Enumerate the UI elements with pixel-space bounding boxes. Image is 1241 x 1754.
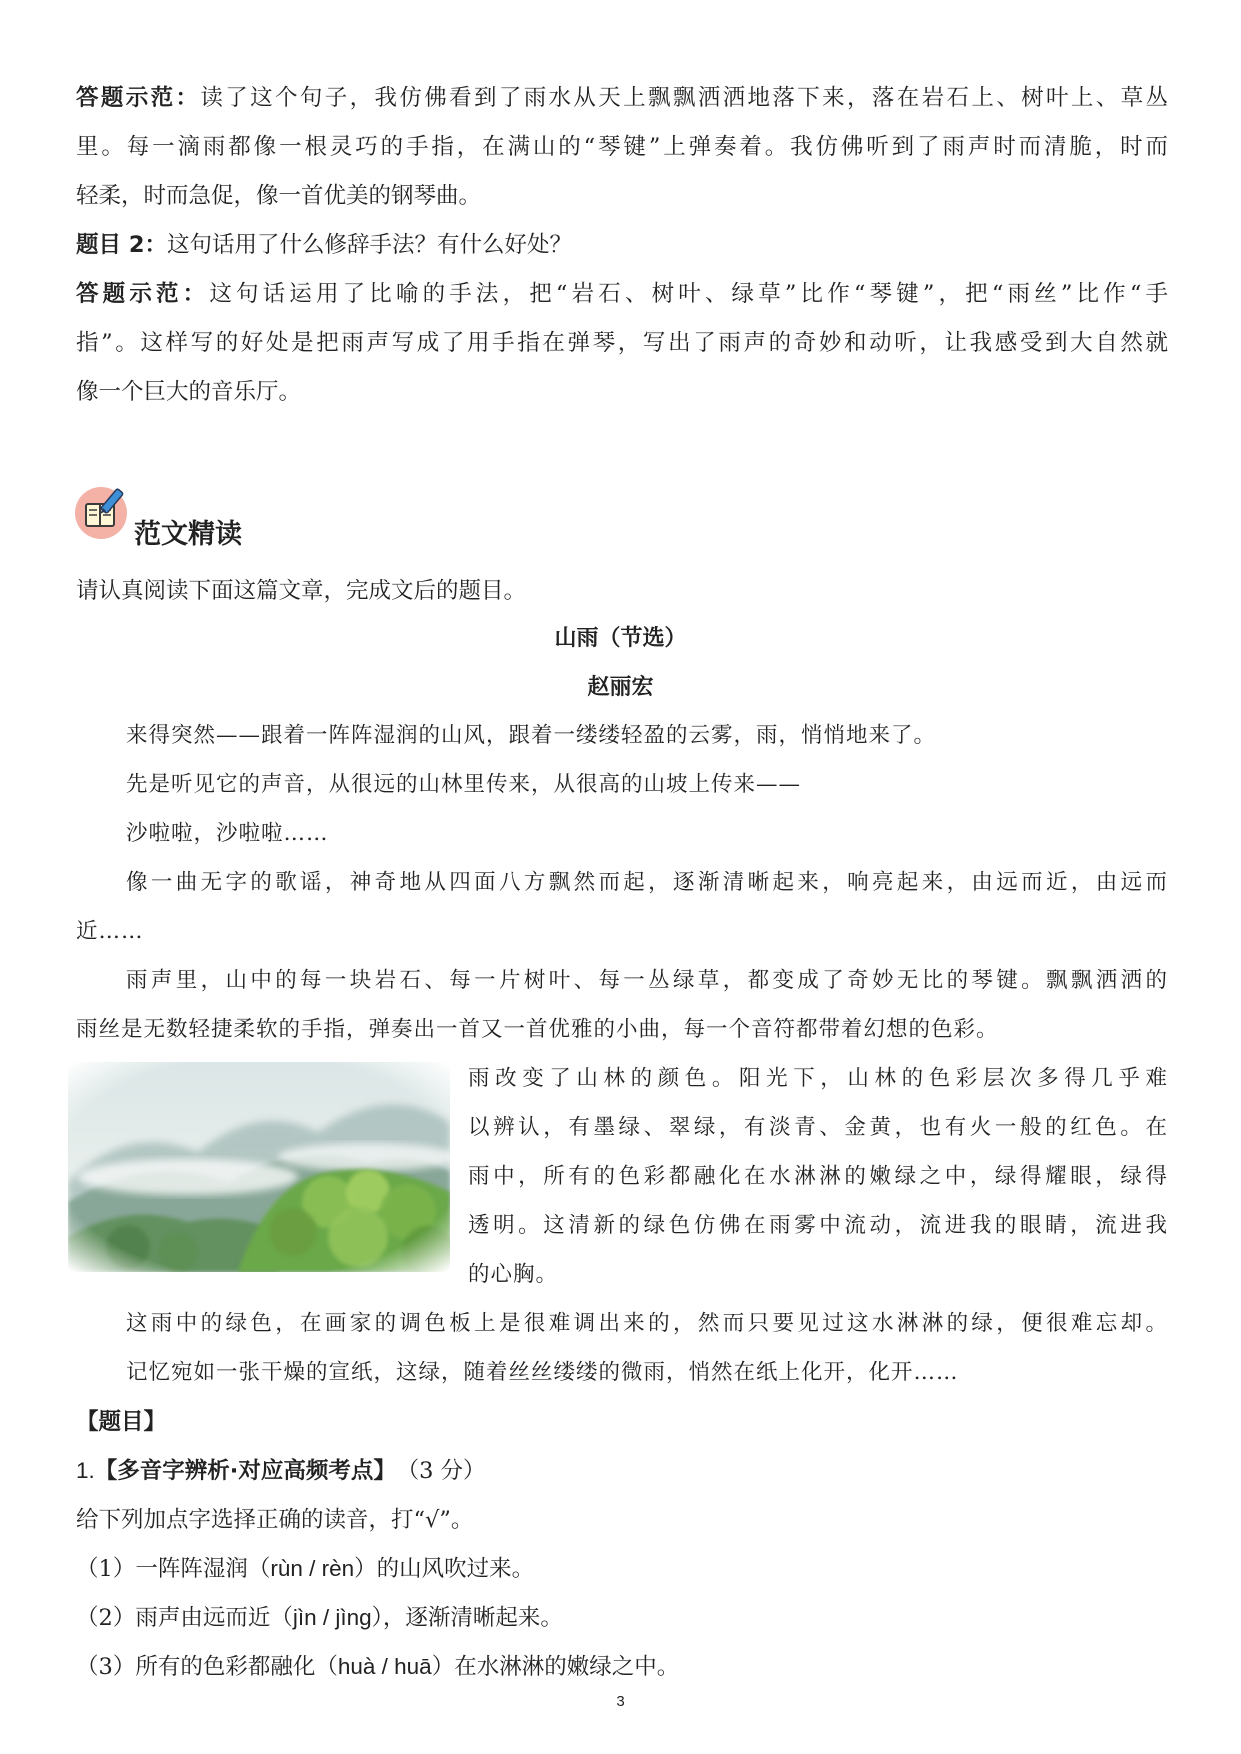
article-paragraph-4-line2: 近…… xyxy=(76,919,144,944)
question2: 题目 2：这句话用了什么修辞手法？有什么好处？ xyxy=(76,232,573,258)
article-author: 赵丽宏 xyxy=(587,674,654,700)
article-paragraph-7: 这雨中的绿色，在画家的调色板上是很难调出来的，然而只要见过这水淋淋的绿，便很难忘却。 xyxy=(126,1311,1168,1336)
answer2-label: 答题示范： xyxy=(76,281,210,307)
section-heading: 范文精读 xyxy=(134,519,242,550)
article-paragraph-3: 沙啦啦，沙啦啦…… xyxy=(126,821,329,846)
article-paragraph-5-line2: 雨丝是无数轻捷柔软的手指，弹奏出一首又一首优雅的小曲，每一个音符都带着幻想的色彩。 xyxy=(76,1017,999,1042)
question-1-item-2: （2）雨声由远而近（jìn / jìng），逐渐清晰起来。 xyxy=(76,1605,563,1631)
question2-label: 题目 2： xyxy=(76,232,167,258)
book-pen-icon xyxy=(74,482,132,540)
page-number: 3 xyxy=(616,1693,625,1710)
article-paragraph-5-line1: 雨声里，山中的每一块岩石、每一片树叶、每一丛绿草，都变成了奇妙无比的琴键。飘飘洒洒的 xyxy=(126,968,1168,993)
question-1-item-3: （3）所有的色彩都融化（huà / huā）在水淋淋的嫩绿之中。 xyxy=(76,1654,680,1680)
answer1-line2: 里。每一滴雨都像一根灵巧的手指，在满山的“琴键”上弹奏着。我仿佛听到了雨声时而清脆，时而 xyxy=(76,134,1168,160)
answer1-line1: 答题示范：读了这个句子，我仿佛看到了雨水从天上飘飘洒洒地落下来，落在岩石上、树叶上、草丛 xyxy=(76,85,1168,111)
answer2-line1: 答题示范：这句话运用了比喻的手法，把“岩石、树叶、绿草”比作“琴键”，把“雨丝”比作“手 xyxy=(76,281,1168,307)
answer1-line3: 轻柔，时而急促，像一首优美的钢琴曲。 xyxy=(76,183,482,209)
answer2-line3: 像一个巨大的音乐厅。 xyxy=(76,379,302,405)
pinyin-options[interactable]: huà / huā xyxy=(337,1654,432,1679)
article-paragraph-6-line3: 雨中，所有的色彩都融化在水淋淋的嫩绿之中，绿得耀眼，绿得 xyxy=(468,1164,1168,1189)
article-paragraph-4-line1: 像一曲无字的歌谣，神奇地从四面八方飘然而起，逐渐清晰起来，响亮起来，由远而近，由远而 xyxy=(126,870,1168,895)
question-1-instruction: 给下列加点字选择正确的读音，打“√”。 xyxy=(76,1507,474,1533)
question-1-title: 【多音字辨析·对应高频考点】 xyxy=(94,1458,396,1484)
article-paragraph-6-line4: 透明。这清新的绿色仿佛在雨雾中流动，流进我的眼睛，流进我 xyxy=(468,1213,1168,1238)
article-paragraph-8: 记忆宛如一张干燥的宣纸，这绿，随着丝丝缕缕的微雨，悄然在纸上化开，化开…… xyxy=(126,1360,959,1385)
question-1-item-1: （1）一阵阵湿润（rùn / rèn）的山风吹过来。 xyxy=(76,1556,535,1582)
article-paragraph-6-line2: 以辨认，有墨绿、翠绿，有淡青、金黄，也有火一般的红色。在 xyxy=(468,1115,1168,1140)
question-1-score: （3 分） xyxy=(407,1458,486,1484)
mountain-landscape-illustration xyxy=(68,1062,450,1272)
article-paragraph-6-line1: 雨改变了山林的颜色。阳光下，山林的色彩层次多得几乎难 xyxy=(468,1066,1168,1091)
article-title: 山雨（节选） xyxy=(554,625,687,651)
pinyin-options[interactable]: rùn / rèn xyxy=(270,1556,355,1581)
pinyin-options[interactable]: jìn / jìng xyxy=(292,1605,372,1630)
questions-header: 【题目】 xyxy=(76,1409,167,1435)
article-paragraph-2: 先是听见它的声音，从很远的山林里传来，从很高的山坡上传来—— xyxy=(126,772,802,797)
article-paragraph-1: 来得突然——跟着一阵阵湿润的山风，跟着一缕缕轻盈的云雾，雨，悄悄地来了。 xyxy=(126,723,937,748)
question-1-heading: 1.【多音字辨析·对应高频考点】 （3 分） xyxy=(76,1458,486,1484)
reading-instruction: 请认真阅读下面这篇文章，完成文后的题目。 xyxy=(76,578,527,604)
article-paragraph-6-line5: 的心胸。 xyxy=(468,1262,559,1287)
answer2-line2: 指”。这样写的好处是把雨声写成了用手指在弹琴，写出了雨声的奇妙和动听，让我感受到大自然就 xyxy=(76,330,1168,356)
answer1-label: 答题示范： xyxy=(76,85,201,111)
